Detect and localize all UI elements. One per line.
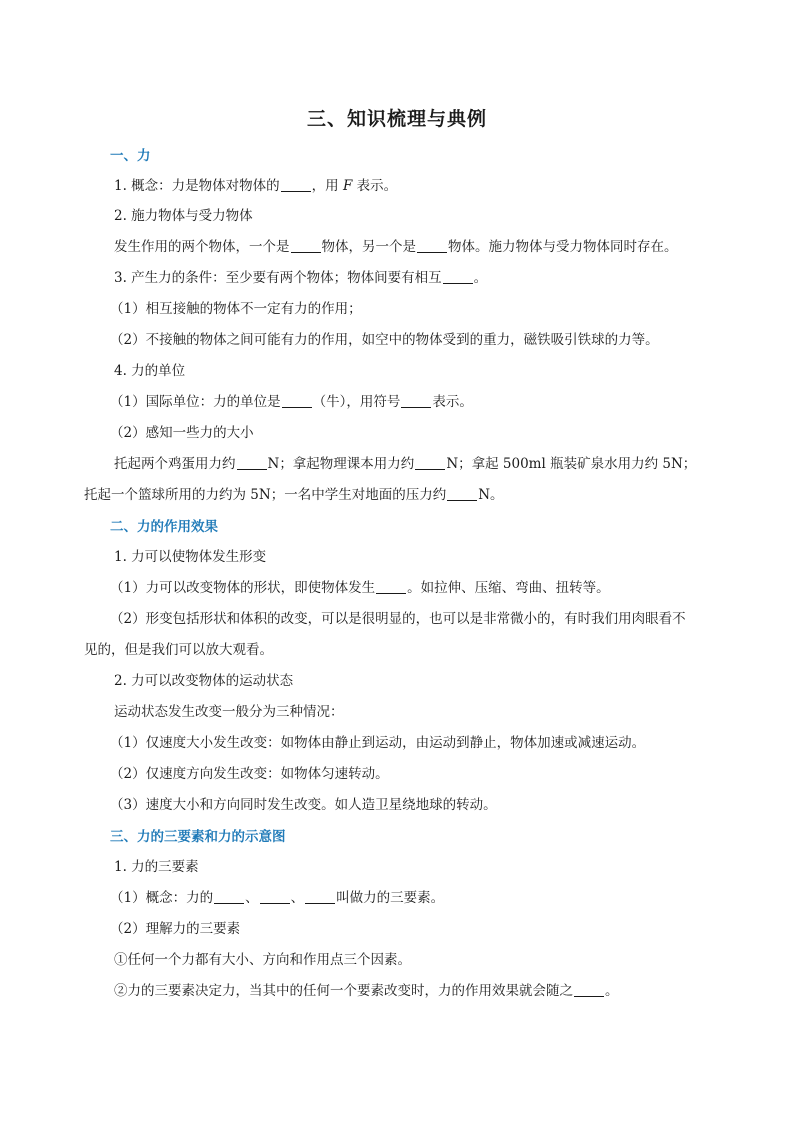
text-line: 1. 力的三要素	[114, 859, 199, 875]
fill-blank	[281, 177, 311, 192]
fill-blank	[401, 393, 431, 408]
text-line: 2. 力可以改变物体的运动状态	[114, 673, 294, 689]
text-segment: 发生作用的两个物体，一个是	[114, 239, 290, 255]
fill-blank	[282, 393, 312, 408]
text-line: （1）相互接触的物体不一定有力的作用；	[110, 301, 362, 317]
text-line: 1. 力可以使物体发生形变	[114, 549, 267, 565]
text-line	[110, 392, 473, 412]
fill-blank	[305, 889, 335, 904]
fill-blank	[237, 455, 267, 470]
text-line	[84, 485, 504, 505]
fill-blank	[214, 889, 244, 904]
text-line: 见的，但是我们可以放大观看。	[84, 642, 273, 658]
text-segment: （1）概念：力的	[110, 890, 214, 906]
text-line	[110, 888, 444, 908]
text-line: 2. 施力物体与受力物体	[114, 208, 253, 224]
text-segment: N；拿起物理课本用力约	[267, 456, 415, 472]
text-segment: 物体。施力物体与受力物体同时存在。	[448, 239, 678, 255]
text-segment: （1）国际单位：力的单位是	[110, 394, 281, 410]
text-line	[110, 578, 610, 598]
fill-blank	[260, 889, 290, 904]
text-line: （2）感知一些力的大小	[110, 425, 254, 441]
text-segment: 表示。	[356, 178, 398, 194]
text-line: 4. 力的单位	[114, 363, 186, 379]
text-line: （2）不接触的物体之间可能有力的作用，如空中的物体受到的重力，磁铁吸引铁球的力等。	[110, 332, 659, 348]
text-segment: （牛），用符号	[312, 394, 401, 410]
section-heading-force: 一、力	[110, 148, 151, 164]
fill-blank	[376, 579, 406, 594]
text-segment: 3. 产生力的条件：至少要有两个物体；物体间要有相互	[114, 270, 442, 286]
text-segment: 、	[245, 890, 259, 906]
text-segment: 。如拉伸、压缩、弯曲、扭转等。	[407, 580, 610, 596]
text-segment: 托起两个鸡蛋用力约	[114, 456, 236, 472]
text-line: ①任何一个力都有大小、方向和作用点三个因素。	[114, 952, 411, 968]
text-segment: N；拿起 500ml 瓶装矿泉水用力约 5N；	[446, 456, 697, 472]
text-segment: ，用	[311, 178, 339, 194]
text-line: （3）速度大小和方向同时发生改变。如人造卫星绕地球的转动。	[110, 797, 497, 813]
text-line: （1）仅速度大小发生改变：如物体由静止到运动，由运动到静止，物体加速或减速运动。	[110, 735, 646, 751]
text-segment: N。	[478, 487, 504, 503]
text-line	[114, 176, 397, 196]
text-segment: 。	[473, 270, 488, 286]
fill-blank	[574, 982, 604, 997]
text-line	[114, 454, 696, 474]
fill-blank	[291, 238, 321, 253]
fill-blank	[417, 238, 447, 253]
fill-blank	[447, 486, 477, 501]
text-line	[114, 268, 487, 288]
text-line	[114, 237, 678, 257]
text-segment: 表示。	[432, 394, 473, 410]
text-line: （2）形变包括形状和体积的改变，可以是很明显的，也可以是非常微小的，有时我们用肉眼看不	[110, 611, 686, 627]
section-heading-effects: 二、力的作用效果	[110, 519, 218, 535]
text-segment: 托起一个篮球所用的力约为 5N；一名中学生对地面的压力约	[84, 487, 447, 503]
symbol-f: F	[342, 178, 353, 194]
text-line: （2）理解力的三要素	[110, 921, 241, 937]
text-segment: 、	[290, 890, 305, 906]
page-title: 三、知识梳理与典例	[306, 108, 487, 130]
text-segment: 1. 概念：力是物体对物体的	[114, 178, 280, 194]
text-segment: 。	[605, 983, 619, 999]
text-line: 运动状态发生改变一般分为三种情况：	[114, 704, 344, 720]
text-segment: 物体，另一个是	[321, 239, 416, 255]
fill-blank	[415, 455, 445, 470]
text-line	[114, 981, 619, 1001]
text-segment: （1）力可以改变物体的形状，即使物体发生	[110, 580, 376, 596]
text-segment: 叫做力的三要素。	[336, 890, 445, 906]
text-line: （2）仅速度方向发生改变：如物体匀速转动。	[110, 766, 389, 782]
text-segment: ②力的三要素决定力，当其中的任何一个要素改变时，力的作用效果就会随之	[114, 983, 573, 999]
fill-blank	[443, 269, 473, 284]
section-heading-three-elements: 三、力的三要素和力的示意图	[110, 829, 286, 845]
